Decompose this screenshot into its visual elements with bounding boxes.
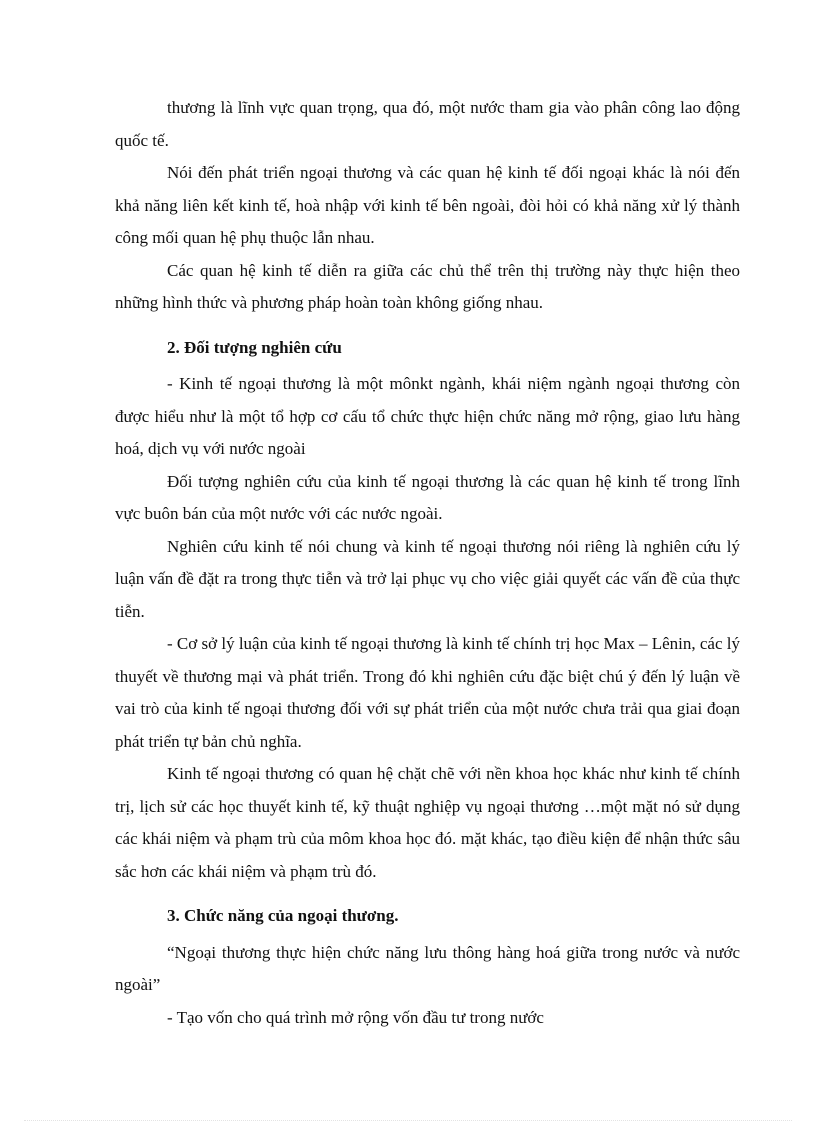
- paragraph-function-quote: “Ngoại thương thực hiện chức năng lưu thông hàng hoá giữa trong nước và nước ngoài”: [115, 942, 740, 994]
- paragraph-foreign-trade-definition: - Kinh tế ngoại thương là một mônkt ngành, khái niệm ngành ngoại thương còn được hiểu như là một tổ hợp cơ cấu tổ chức thực hiện chức năng mở rộng, giao lưu hàng hoá, dịch vụ với nước ngoài: [115, 374, 740, 458]
- section-heading-functions: 3. Chức năng của ngoại thương.: [167, 906, 399, 925]
- paragraph-theoretical-basis: - Cơ sở lý luận của kinh tế ngoại thương là kinh tế chính trị học Max – Lênin, các lý thuyết về thương mại và phát triển. Trong đó khi nghiên cứu đặc biệt chú ý đến lý luận về vai trò của kinh tế ngoại thương đối với sự phát triển của một nước chưa trải qua giai đoạn phát triển tự bản chủ nghĩa.: [115, 634, 740, 751]
- paragraph-capital-creation: - Tạo vốn cho quá trình mở rộng vốn đầu tư trong nước: [167, 1007, 544, 1027]
- paragraph-foreign-trade-development: Nói đến phát triển ngoại thương và các quan hệ kinh tế đối ngoại khác là nói đến khả năng liên kết kinh tế, hoà nhập với kinh tế bên ngoài, đòi hỏi có khả năng xử lý thành công mối quan hệ phụ thuộc lẫn nhau.: [115, 163, 740, 247]
- page-content: [115, 92, 740, 1034]
- page-bottom-rule: [24, 1120, 792, 1121]
- section-heading-research-subject: 2. Đối tượng nghiên cứu: [167, 337, 342, 357]
- paragraph-research-theory: Nghiên cứu kinh tế nói chung và kinh tế ngoại thương nói riêng là nghiên cứu lý luận vấn đề đặt ra trong thực tiễn và trở lại phục vụ cho việc giải quyết các vấn đề của thực tiễn.: [115, 536, 740, 621]
- paragraph-research-object: Đối tượng nghiên cứu của kinh tế ngoại thương là các quan hệ kinh tế trong lĩnh vực buôn bán của một nước với các nước ngoài.: [115, 471, 740, 523]
- paragraph-related-sciences: Kinh tế ngoại thương có quan hệ chặt chẽ với nền khoa học khác như kinh tế chính trị, lịch sử các học thuyết kinh tế, kỹ thuật nghiệp vụ ngoại thương …một mặt nó sử dụng các khái niệm và phạm trù của môm khoa học đó. mặt khác, tạo điều kiện để nhận thức sâu sắc hơn các khái niệm và phạm trù đó.: [115, 764, 740, 881]
- paragraph-continuation: thương là lĩnh vực quan trọng, qua đó, một nước tham gia vào phân công lao động quốc tế.: [115, 98, 740, 150]
- paragraph-economic-relations: Các quan hệ kinh tế diễn ra giữa các chủ thể trên thị trường này thực hiện theo những hình thức và phương pháp hoàn toàn không giống nhau.: [115, 260, 740, 312]
